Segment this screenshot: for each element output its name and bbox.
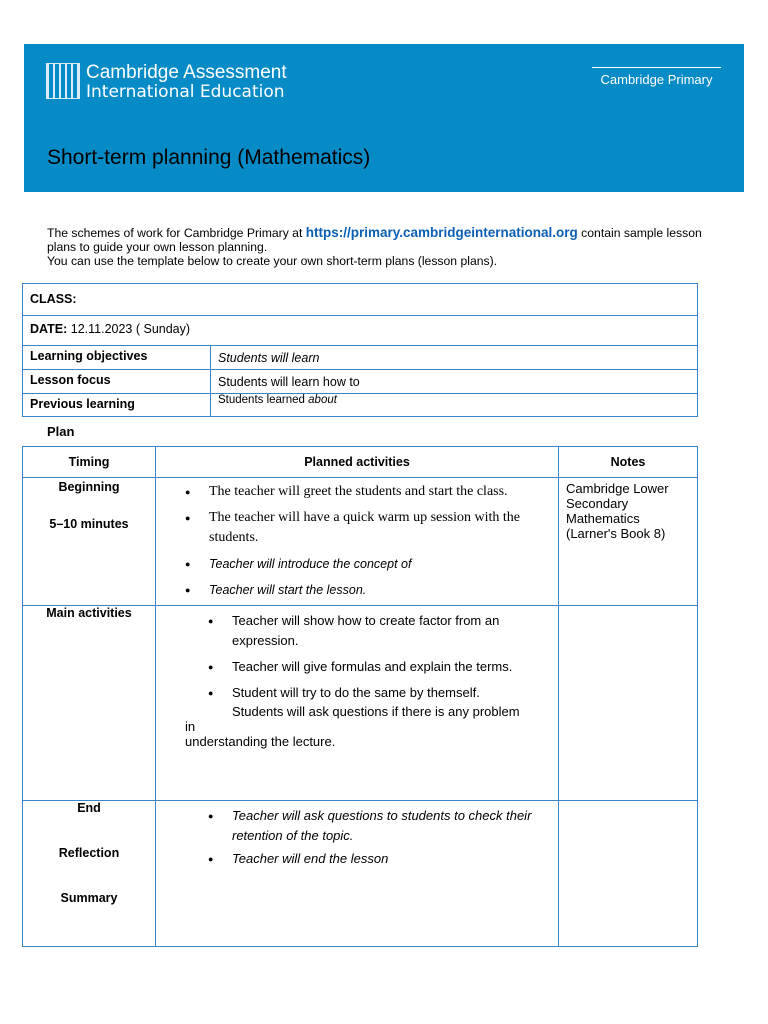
- end-timing: [22, 800, 156, 947]
- main-timing: Main activities: [22, 605, 156, 801]
- lo-label: Learning objectives: [30, 349, 148, 363]
- timing-summary: Summary: [60, 891, 118, 905]
- activity-item: ● Teacher will introduce the concept of: [185, 554, 538, 574]
- class-row: [22, 283, 698, 316]
- pl-value: Students learned: [218, 394, 309, 406]
- plan-label: Plan: [47, 424, 75, 439]
- lo-value: Students will learn: [218, 351, 320, 365]
- activity-item: ● Teacher will ask questions to students to check their retention of the topic.: [208, 806, 538, 846]
- scheme-link[interactable]: https://primary.cambridgeinternational.org: [305, 225, 578, 240]
- main-extra-2: in: [185, 719, 196, 734]
- activity-item: ● Student will try to do the same by themself.: [208, 683, 548, 703]
- lf-label-cell: [22, 369, 211, 394]
- cambridge-crest-icon: [46, 63, 80, 99]
- main-extra-1: Students will ask questions if there is any problem: [232, 704, 520, 719]
- activity-item: ● The teacher will have a quick warm up session with the students.: [185, 508, 538, 548]
- activity-item: ● Teacher will start the lesson.: [185, 580, 538, 600]
- timing-duration: 5–10 minutes: [49, 517, 129, 531]
- main-notes: [558, 605, 698, 801]
- beginning-timing: [22, 477, 156, 606]
- end-notes: [558, 800, 698, 947]
- pl-value-em: about: [308, 394, 337, 406]
- beginning-activities: [155, 477, 559, 606]
- end-activities: [155, 800, 559, 947]
- lf-value-cell: [210, 369, 698, 394]
- timing-end: End: [77, 801, 101, 815]
- main-activities: [155, 605, 559, 801]
- logo-line2: International Education: [86, 82, 285, 102]
- pl-label: Previous learning: [30, 397, 135, 411]
- header-timing: Timing: [22, 446, 156, 478]
- pl-value-cell: [210, 393, 698, 417]
- program-label: Cambridge Primary: [592, 67, 721, 87]
- pl-label-cell: [22, 393, 211, 417]
- date-label: DATE:: [30, 322, 68, 336]
- main-extra-3: understanding the lecture.: [185, 734, 336, 749]
- activity-item: ● The teacher will greet the students and start the class.: [185, 482, 538, 502]
- page-title: Short-term planning (Mathematics): [47, 146, 371, 169]
- lo-label-cell: [22, 345, 211, 370]
- beginning-notes: Cambridge Lower Secondary Mathematics (Larner's Book 8): [558, 477, 698, 606]
- intro-pre: The schemes of work for Cambridge Primary at: [47, 226, 306, 240]
- intro-post: contain sample lesson plans to guide your own lesson planning.: [47, 226, 702, 254]
- timing-reflection: Reflection: [58, 846, 120, 860]
- date-value: 12.11.2023 ( Sunday): [67, 322, 191, 336]
- lf-label: Lesson focus: [30, 373, 111, 387]
- intro-text: [47, 226, 707, 268]
- class-label: CLASS:: [30, 292, 77, 306]
- activity-item: ● Teacher will end the lesson: [208, 849, 538, 869]
- lf-value: Students will learn how to: [218, 375, 360, 389]
- intro-line2: You can use the template below to create your own short-term plans (lesson plans).: [47, 254, 498, 268]
- header-activities: Planned activities: [155, 446, 559, 478]
- activity-item: ● Teacher will give formulas and explain the terms.: [208, 657, 548, 677]
- date-row: [22, 315, 698, 346]
- activity-item: ● Teacher will show how to create factor from an expression.: [208, 611, 548, 651]
- header-notes: Notes: [558, 446, 698, 478]
- logo-line1: Cambridge Assessment: [86, 62, 287, 83]
- lo-value-cell: [210, 345, 698, 370]
- timing-beginning: Beginning: [58, 480, 120, 494]
